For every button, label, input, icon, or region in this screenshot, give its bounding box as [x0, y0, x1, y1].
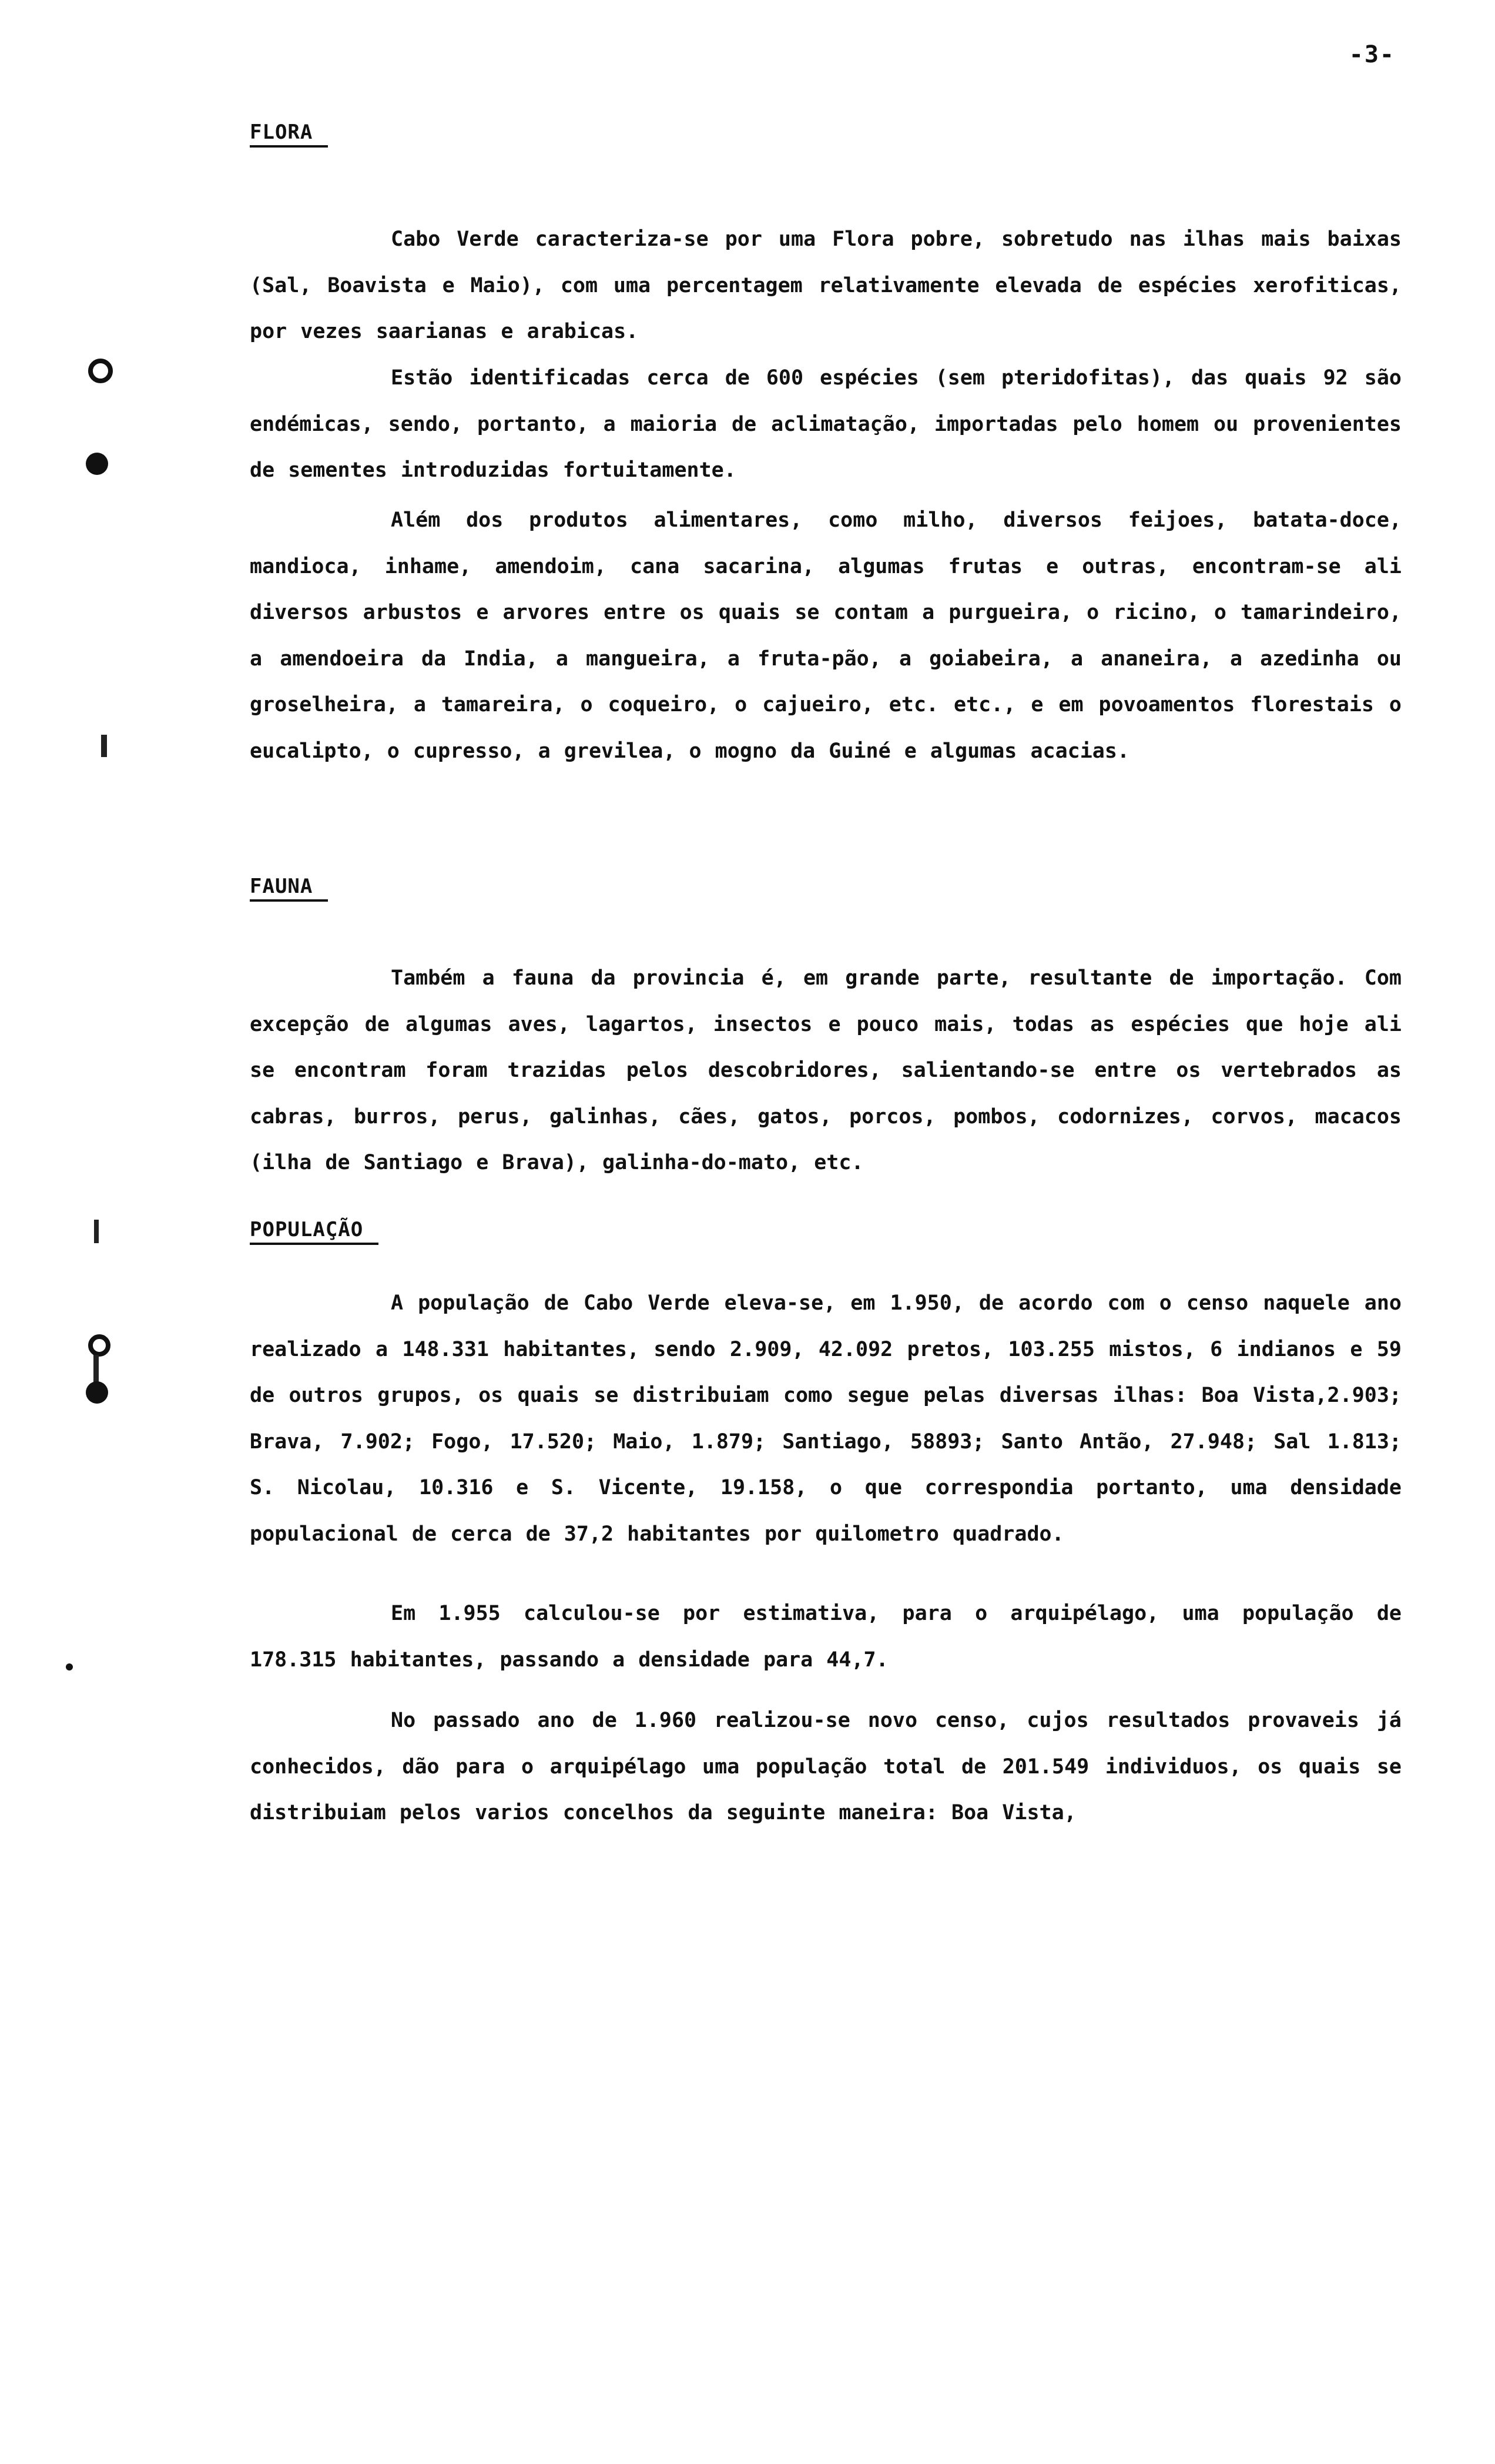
flora-paragraph-1: Cabo Verde caracteriza-se por uma Flora pobre, sobretudo nas ilhas mais baixas (Sal, Boavista e Maio), com uma percentagem relativamente elevada de espécies xerofiticas, por vezes saarianas e arabicas. — [250, 227, 1402, 343]
flora-paragraph-3: Além dos produtos alimentares, como milho, diversos feijoes, batata-doce, mandioca, inhame, amendoim, cana sacarina, algumas frutas e outras, encontram-se ali diversos arbustos e arvores entre os quais se contam a purgueira, o ricino, o tamarindeiro, a amendoeira da India, a mangueira, a fruta-pão, a goiabeira, a ananeira, a azedinha ou groselheira, a tamareira, o coqueiro, o cajueiro, etc. etc., e em povoamentos florestais o eucalipto, o cupresso, a grevilea, o mogno da Guiné e algumas acacias. — [250, 508, 1402, 763]
scan-mark-vertical — [93, 1355, 99, 1383]
punch-hole-ring-top — [88, 359, 113, 383]
scan-mark-bracket — [94, 1220, 99, 1243]
punch-hole-top — [86, 453, 108, 475]
punch-hole-ring-bottom — [88, 1334, 110, 1357]
punch-hole-bottom — [86, 1381, 108, 1404]
section-heading-populacao: POPULAÇÃO — [250, 1218, 378, 1245]
scan-mark — [101, 735, 107, 757]
populacao-paragraph-1: A população de Cabo Verde eleva-se, em 1.950, de acordo com o censo naquele ano realizado a 148.331 habitantes, sendo 2.909, 42.092 pretos, 103.255 mistos, 6 indianos e 59 de outros grupos, os quais se distribuiam como segue pelas diversas ilhas: Boa Vista,2.903; Brava, 7.902; Fogo, 17.520; Maio, 1.879; Santiago, 58893; Santo Antão, 27.948; Sal 1.813; S. Nicolau, 10.316 e S. Vicente, 19.158, o que correspondia portanto, uma densidade populacional de cerca de 37,2 habitantes por quilometro quadrado. — [250, 1291, 1402, 1546]
scan-dot — [66, 1663, 73, 1670]
populacao-paragraph-3: No passado ano de 1.960 realizou-se novo censo, cujos resultados provaveis já conhecidos, dão para o arquipélago uma população total de 201.549 individuos, os quais se distribuiam pelos varios concelhos da seguinte maneira: Boa Vista, — [250, 1709, 1402, 1824]
section-heading-fauna: FAUNA — [250, 875, 328, 902]
flora-paragraph-2: Estão identificadas cerca de 600 espécies (sem pteridofitas), das quais 92 são endémicas, sendo, portanto, a maioria de aclimatação, importadas pelo homem ou provenientes de sementes introduzidas fortuitamente. — [250, 366, 1402, 482]
fauna-paragraph-1: Também a fauna da provincia é, em grande parte, resultante de importação. Com excepção de algumas aves, lagartos, insectos e pouco mais, todas as espécies que hoje ali se encontram foram trazidas pelos descobridores, salientando-se entre os vertebrados as cabras, burros, perus, galinhas, cães, gatos, porcos, pombos, codornizes, corvos, macacos (ilha de Santiago e Brava), galinha-do-mato, etc. — [250, 966, 1402, 1174]
section-heading-flora: FLORA — [250, 120, 328, 148]
populacao-paragraph-2: Em 1.955 calculou-se por estimativa, para o arquipélago, uma população de 178.315 habitantes, passando a densidade para 44,7. — [250, 1602, 1402, 1672]
page-number: -3- — [1349, 41, 1395, 68]
